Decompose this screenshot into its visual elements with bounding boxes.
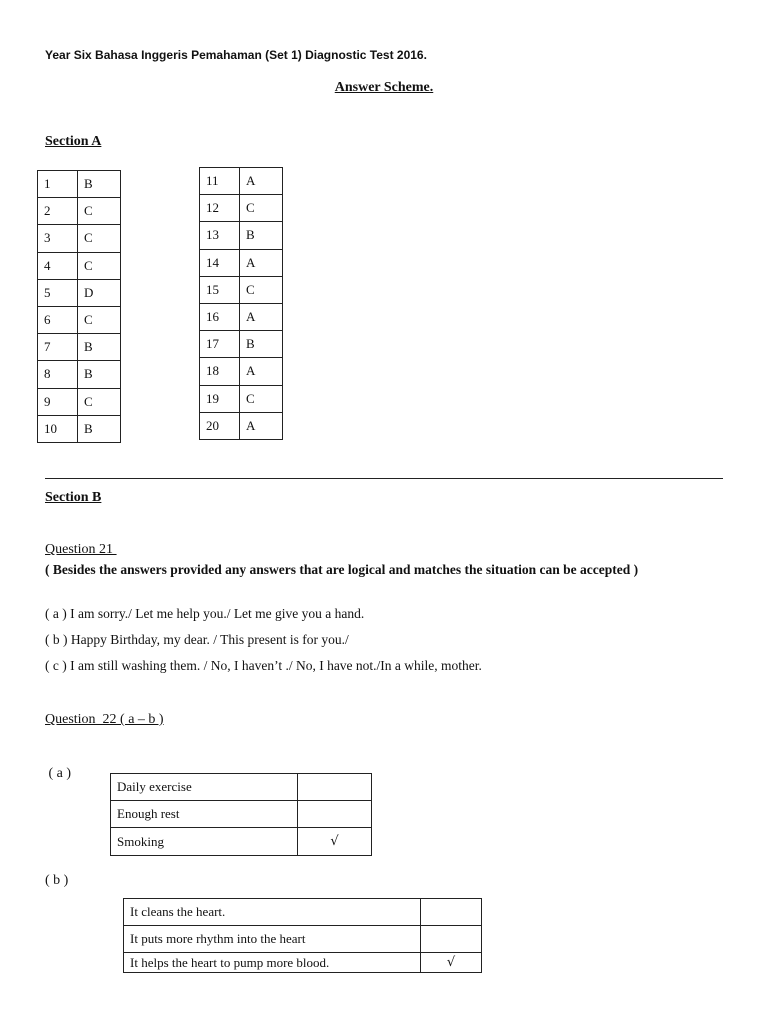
answer-row bbox=[200, 303, 283, 330]
question-22-label: Question 22 ( a – b ) bbox=[45, 712, 164, 727]
answer-letter: A bbox=[240, 249, 283, 276]
answer-row bbox=[38, 334, 121, 361]
answer-letter: A bbox=[240, 168, 283, 195]
question-number: 19 bbox=[200, 385, 240, 412]
table-cell-text: Enough rest bbox=[111, 801, 298, 828]
answer-21b: ( b ) Happy Birthday, my dear. / This present is for you./ bbox=[45, 632, 349, 647]
question-number: 20 bbox=[200, 412, 240, 439]
answer-letter: A bbox=[240, 412, 283, 439]
table-cell-text: Smoking bbox=[111, 828, 298, 856]
section-b-heading: Section B bbox=[45, 490, 102, 505]
answer-letter: A bbox=[240, 358, 283, 385]
answer-21c: ( c ) I am still washing them. / No, I haven’t ./ No, I have not./In a while, mother. bbox=[45, 658, 482, 673]
answer-letter: C bbox=[240, 195, 283, 222]
question-number: 18 bbox=[200, 358, 240, 385]
table-row bbox=[124, 953, 482, 973]
question-number: 2 bbox=[38, 198, 78, 225]
answer-letter: C bbox=[78, 252, 121, 279]
check-mark-cell: √ bbox=[421, 953, 482, 973]
answer-letter: B bbox=[78, 415, 121, 442]
answer-letter: A bbox=[240, 303, 283, 330]
question-number: 6 bbox=[38, 306, 78, 333]
answer-letter: C bbox=[240, 276, 283, 303]
section-a-heading: Section A bbox=[45, 134, 102, 149]
table-row bbox=[124, 926, 482, 953]
answer-row bbox=[200, 249, 283, 276]
question-22b-table bbox=[123, 898, 482, 973]
answer-letter: D bbox=[78, 279, 121, 306]
answer-letter: B bbox=[78, 361, 121, 388]
check-mark-cell bbox=[298, 801, 372, 828]
table-row bbox=[111, 801, 372, 828]
answer-row bbox=[200, 222, 283, 249]
answer-letter: B bbox=[78, 171, 121, 198]
answer-letter: C bbox=[78, 388, 121, 415]
section-a-answer-table-left bbox=[37, 170, 121, 443]
question-number: 15 bbox=[200, 276, 240, 303]
answer-row bbox=[38, 361, 121, 388]
table-row bbox=[111, 828, 372, 856]
answer-letter: B bbox=[240, 331, 283, 358]
answer-letter: C bbox=[240, 385, 283, 412]
answer-row bbox=[200, 412, 283, 439]
check-mark-cell bbox=[421, 926, 482, 953]
answer-row bbox=[200, 276, 283, 303]
question-number: 4 bbox=[38, 252, 78, 279]
section-divider bbox=[45, 478, 723, 479]
answer-row bbox=[38, 306, 121, 333]
question-number: 5 bbox=[38, 279, 78, 306]
answer-row bbox=[200, 331, 283, 358]
question-number: 12 bbox=[200, 195, 240, 222]
question-number: 8 bbox=[38, 361, 78, 388]
question-number: 17 bbox=[200, 331, 240, 358]
question-number: 7 bbox=[38, 334, 78, 361]
answer-row bbox=[38, 252, 121, 279]
question-21-label: Question 21 bbox=[45, 542, 117, 557]
question-number: 13 bbox=[200, 222, 240, 249]
question-number: 11 bbox=[200, 168, 240, 195]
table-cell-text: Daily exercise bbox=[111, 774, 298, 801]
answer-row bbox=[38, 279, 121, 306]
question-21-note: ( Besides the answers provided any answers that are logical and matches the situation can be accepted ) bbox=[45, 562, 639, 577]
answer-row bbox=[38, 415, 121, 442]
table-cell-text: It puts more rhythm into the heart bbox=[124, 926, 421, 953]
answer-letter: C bbox=[78, 198, 121, 225]
answer-row bbox=[200, 195, 283, 222]
answer-row bbox=[200, 168, 283, 195]
answer-21a: ( a ) I am sorry./ Let me help you./ Let me give you a hand. bbox=[45, 606, 365, 621]
check-mark-cell bbox=[298, 774, 372, 801]
question-22b-label: ( b ) bbox=[45, 873, 69, 888]
document-title: Year Six Bahasa Inggeris Pemahaman (Set 1) Diagnostic Test 2016. bbox=[45, 48, 427, 62]
answer-letter: C bbox=[78, 225, 121, 252]
table-row bbox=[124, 899, 482, 926]
answer-row bbox=[200, 358, 283, 385]
question-number: 9 bbox=[38, 388, 78, 415]
answer-row bbox=[38, 198, 121, 225]
question-number: 3 bbox=[38, 225, 78, 252]
answer-row bbox=[200, 385, 283, 412]
question-22a-label: ( a ) bbox=[45, 766, 72, 781]
question-22a-table bbox=[110, 773, 372, 856]
check-mark-cell: √ bbox=[298, 828, 372, 856]
question-number: 16 bbox=[200, 303, 240, 330]
table-cell-text: It helps the heart to pump more blood. bbox=[124, 953, 421, 973]
answer-letter: B bbox=[78, 334, 121, 361]
question-number: 1 bbox=[38, 171, 78, 198]
table-cell-text: It cleans the heart. bbox=[124, 899, 421, 926]
answer-letter: C bbox=[78, 306, 121, 333]
check-mark-cell bbox=[421, 899, 482, 926]
section-a-answer-table-right bbox=[199, 167, 283, 440]
answer-scheme-heading: Answer Scheme. bbox=[334, 80, 434, 95]
answer-letter: B bbox=[240, 222, 283, 249]
answer-row bbox=[38, 171, 121, 198]
question-number: 10 bbox=[38, 415, 78, 442]
table-row bbox=[111, 774, 372, 801]
answer-row bbox=[38, 225, 121, 252]
answer-row bbox=[38, 388, 121, 415]
question-number: 14 bbox=[200, 249, 240, 276]
